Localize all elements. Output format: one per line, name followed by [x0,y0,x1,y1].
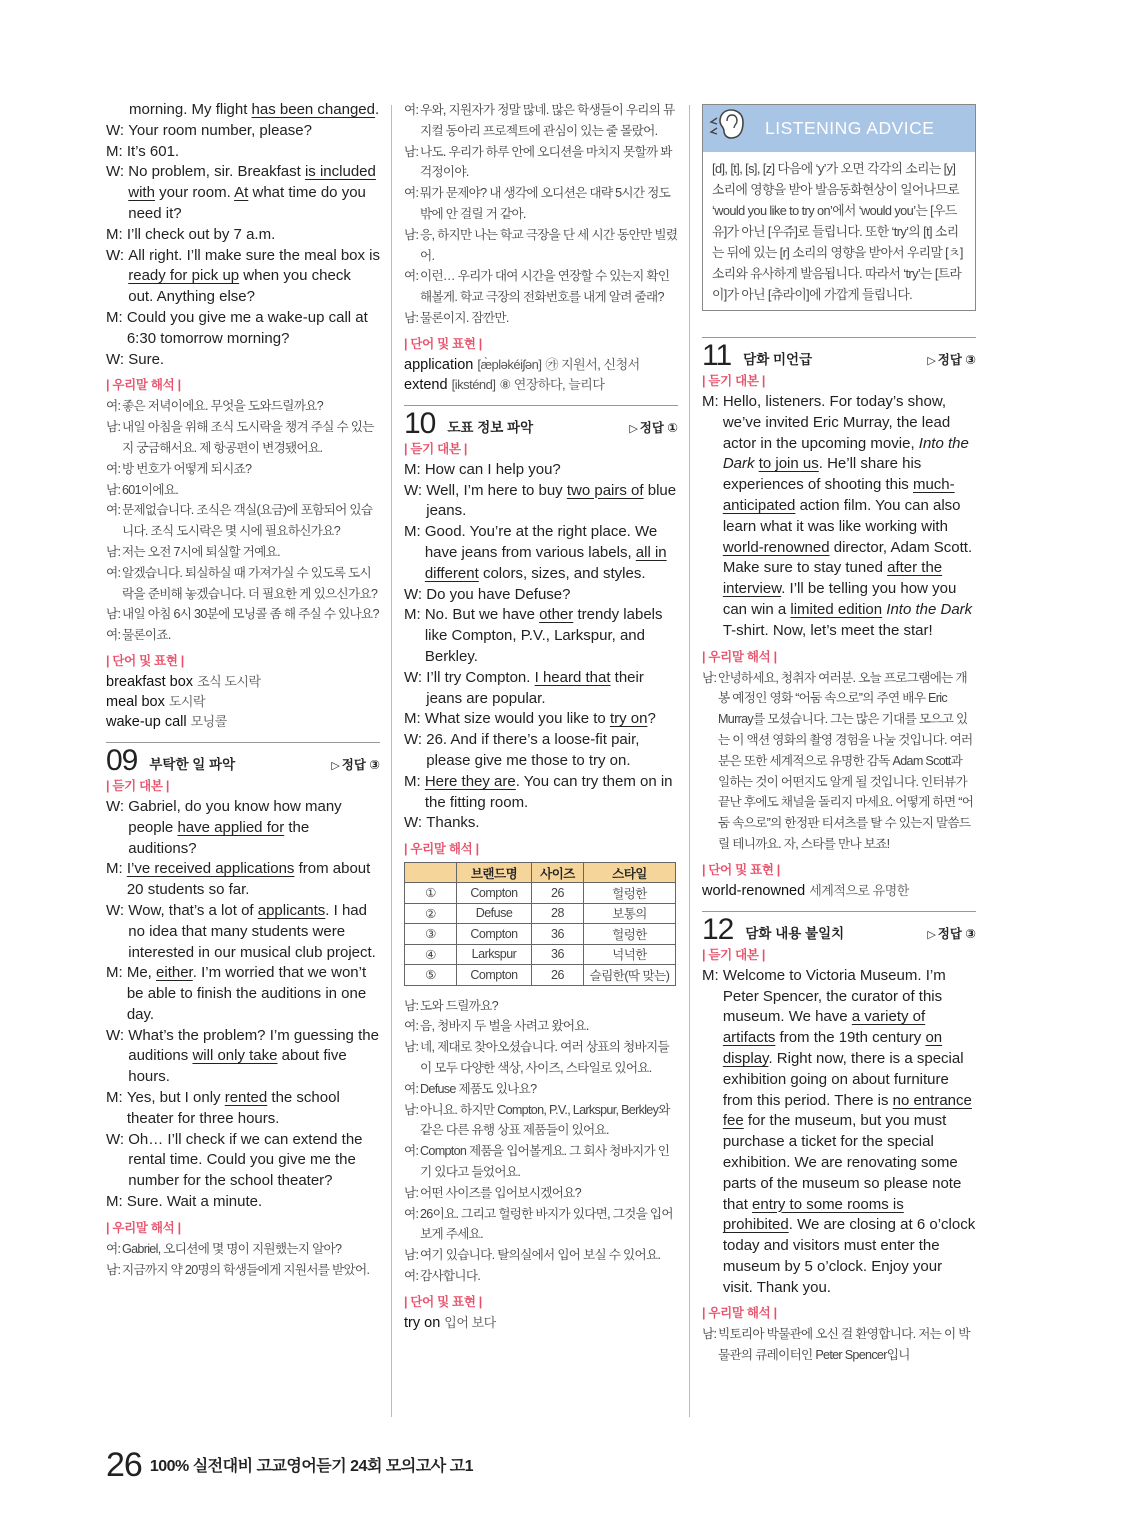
dialogue-line: W: No problem, sir. Breakfast is included with your room. At what time do you need it? [106,163,376,222]
dialogue-line: W: Sure. [106,350,165,368]
translation-line: 남: 어떤 사이즈를 입어보시겠어요? [404,1185,581,1200]
dialogue-line: W: All right. I’ll make sure the meal box is ready for pick up when you check out. Anything else? [106,246,380,306]
table-cell: 36 [532,924,584,945]
vocab-label: | 단어 및 표현 | [702,862,780,877]
dialogue-line: W: Thanks. [404,814,480,832]
q12-header [702,911,976,944]
translation-line: 여: Defuse 제품도 있나요? [404,1081,537,1096]
translation-line: 남: 내일 아침을 위해 조식 도시락을 챙겨 주실 수 있는지 궁금해서요. 제 항공편이 변경됐어요. [106,420,374,455]
table-row [405,883,676,904]
table-cell: 26 [532,965,584,986]
vocab-item: application [æ̀pləkéiʃən] ㉮ 지원서, 신청서 [404,356,640,373]
dialogue-line: M: Good. You’re at the right place. We have jeans from various labels, all in different colors, sizes, and styles. [404,523,667,582]
dialogue-line: W: Oh… I’ll check if we can extend the rental time. Could you give me the number for the school theater? [106,1130,363,1190]
dialogue-line: M: I’ve received applications from about 20 students so far. [106,860,371,899]
table-row [405,944,676,965]
table-cell: Compton [457,924,532,945]
question-number: 11 [702,339,732,372]
table-cell: Compton [457,883,532,904]
table-cell: 헐렁한 [584,924,676,945]
question-number: 12 [702,912,734,946]
translation-line: 여: Gabriel, 오디션에 몇 명이 지원했는지 알아? [106,1241,342,1256]
dialogue-line: M: It’s 601. [106,142,180,160]
q08-vocab [106,672,380,732]
dialogue-line: W: Gabriel, do you know how many people have applied for the auditions? [106,797,342,857]
translation-label: | 우리말 해석 | [702,649,777,664]
translation-label: | 우리말 해석 | [404,842,479,857]
q09-vocab [404,355,678,395]
dialogue-line: W: I’ll try Compton. I heard that their jeans are popular. [404,668,644,707]
translation-line: 여: 뭐가 문제야? 내 생각에 오디션은 대략 5시간 정도밖에 안 걸릴 거 같아. [404,186,671,221]
table-cell: ⑤ [405,965,457,986]
q10-translation [404,996,678,1287]
translation-line: 여: 좋은 저녁이에요. 무엇을 도와드릴까요? [106,399,323,414]
advice-header [703,105,975,152]
translation-line: 남: 응, 하지만 나는 학교 극장을 단 세 시간 동안만 빌렸어. [404,227,678,263]
script-label: | 듣기 대본 | [404,441,468,456]
translation-line: 여: 우와, 지원자가 정말 많네. 많은 학생들이 우리의 뮤지컬 동아리 프로젝트에 관심이 있는 줄 몰랐어. [404,103,675,138]
dialogue-line: M: Yes, but I only rented the school theater for three hours. [106,1089,340,1127]
vocab-label: | 단어 및 표현 | [404,336,482,351]
q11-script: M: Hello, listeners. For today’s show, we’ve invited Eric Murray, the lead actor in the upcoming movie, Into the Dark to join us. He’ll share his experiences of shooting this much-anticipated action film. You can also learn what it was like working with world-renowned director, Adam Scott. Make sure to stay tuned after the interview. I’ll be telling you how you can win a limited edition Into the Dark T-shirt. Now, let’s meet the star! [702,393,973,639]
table-cell: Larkspur [457,944,532,965]
triangle-icon: ▷ [629,422,638,435]
q09-header [106,742,380,775]
script-label: | 듣기 대본 | [702,947,766,962]
table-cell: 보통의 [584,903,676,924]
dialogue-line: W: 26. And if there’s a loose-fit pair, please give me those to try on. [404,731,640,769]
book-title: 100% 실전대비 고교영어듣기 24회 모의고사 고1 [149,1458,473,1475]
translation-label: | 우리말 해석 | [702,1306,777,1321]
translation-line: 남: 아니요. 하지만 Compton, P.V., Larkspur, Berkley와 같은 다른 유행 상표 제품들이 있어요. [404,1102,670,1138]
dialogue-line: M: Here they are. You can try them on in the fitting room. [404,772,673,811]
answer-badge: ▷ 정답 ③ [331,757,380,772]
vocab-item: breakfast box 조식 도시락 [106,673,261,690]
translation-line: 남: 도와 드릴까요? [404,998,498,1013]
table-row [405,903,676,924]
q08-script-continued [106,100,380,370]
table-cell: 26 [532,883,584,904]
translation-line: 남: 601이에요. [106,482,179,497]
translation-line: 남: 여기 있습니다. 탈의실에서 입어 보실 수 있어요. [404,1248,661,1263]
translation-line: 여: 감사합니다. [404,1268,481,1283]
question-title: 도표 정보 파악 [447,419,534,435]
translation-line: 여: 문제없습니다. 조식은 객실(요금)에 포함되어 있습니다. 조식 도시락은 몇 시에 필요하신가요? [106,503,373,539]
dialogue-line: W: Do you have Defuse? [404,585,571,603]
dialogue-line: M: I’ll check out by 7 a.m. [106,225,276,243]
answer-badge: ▷ 정답 ① [629,420,678,435]
dialogue-line: M: Could you give me a wake-up call at 6:30 tomorrow morning? [106,308,368,347]
q11-header [702,337,976,370]
q09-translation-start [106,1239,380,1281]
advice-title: LISTENING ADVICE [765,118,935,138]
table-header-row [405,863,676,883]
table-row [405,924,676,945]
translation-line: 여: 이런… 우리가 대여 시간을 연장할 수 있는지 확인해볼게. 학교 극장의 전화번호를 내게 알려 줄래? [404,269,670,305]
translation-line: 남: 나도. 우리가 하루 안에 오디션을 마치지 못할까 봐 걱정이야. [404,144,672,180]
q11-vocab [702,881,976,901]
vocab-label: | 단어 및 표현 | [404,1294,482,1309]
translation-line: 여: 음, 청바지 두 벌을 사려고 왔어요. [404,1019,589,1034]
table-cell: 28 [532,903,584,924]
table-header: 스타일 [584,863,676,883]
vocab-item: wake-up call 모닝콜 [106,713,227,730]
column-divider [689,105,690,1417]
q12-script: M: Welcome to Victoria Museum. I’m Peter Spencer, the curator of this museum. We have a variety of artifacts from the 19th century on display. Right now, there is a special exhibition going on about furniture from this period. There is no entrance fee for the museum, but you must purchase a ticket for the special exhibition. We are renovating some parts of the museum so please note that entry to some rooms is prohibited. We are closing at 6 o’clock today and visitors must enter the museum by 5 o’clock. Enjoy your visit. Thank you. [702,966,976,1296]
script-label: | 듣기 대본 | [106,778,170,793]
table-header: 브랜드명 [457,863,532,883]
page-number: 26 [106,1446,142,1484]
table-cell: Compton [457,965,532,986]
vocab-item: meal box 도시락 [106,693,206,710]
table-header [405,863,457,883]
column-2 [404,100,678,1333]
answer-badge: ▷ 정답 ③ [927,926,976,941]
table-header: 사이즈 [532,863,584,883]
question-title: 담화 내용 불일치 [745,925,845,941]
translation-line: 여: Compton 제품을 입어볼게요. 그 회사 청바지가 인기 있다고 들었어요. [404,1144,670,1179]
column-divider [391,105,392,1417]
q09-translation-cont [404,100,678,329]
table-cell: ③ [405,924,457,945]
translation-line: 남: 물론이지. 잠깐만. [404,310,509,325]
question-number: 10 [404,406,436,440]
q08-translation [106,396,380,646]
dialogue-line: W: Wow, that’s a lot of applicants. I had no idea that many students were interested in our musical club project. [106,901,376,961]
dialogue-line: M: No. But we have other trendy labels like Compton, P.V., Larkspur, and Berkley. [404,606,663,665]
q09-script [106,797,380,1213]
q11-translation: 남: 안녕하세요, 청취자 여러분. 오늘 프로그램에는 개봉 예정인 영화 “어둠 속으로”의 주연 배우 Eric Murray를 모셨습니다. 그는 많은 기대를 모으고 있는 이 액션 영화의 촬영 경험을 나눌 것입니다. 여러분은 또한 세계적으로 유명한 감독 Adam Scott과 일하는 것이 어떤지도 알게 될 것입니다. 인터뷰가 끝난 후에도 채널을 돌리지 마세요. 어떻게 하면 “어둠 속으로”의 한정판 티셔츠를 탈 수 있는지 말씀드릴 테니까요. 자, 스타를 만나 보죠! [702,670,974,851]
table-row [405,965,676,986]
translation-line: 남: 내일 아침 6시 30분에 모닝콜 좀 해 주실 수 있나요? [106,607,379,622]
advice-body: [d], [t], [s], [z] 다음에 ‘y’가 오면 각각의 소리는 [y] 소리에 영향을 받아 발음동화현상이 일어나므로 ‘would you like to try on’에서 ‘would you’는 [우드 유]가 아닌 [우쥬]로 들립니다. 또한 ‘try’의 [t] 소리는 뒤에 있는 [r] 소리의 영향을 받아서 우리말 [ㅊ] 소리와 유사하게 발음됩니다. 따라서 ‘try’는 [트라이]가 아닌 [츄라이]에 가깝게 들립니다. [712,161,963,302]
triangle-icon: ▷ [927,355,936,367]
ear-icon [709,108,753,149]
vocab-label: | 단어 및 표현 | [106,653,184,668]
answer-badge: ▷ 정답 ③ [927,353,976,367]
q10-script [404,460,678,834]
column-1 [106,100,380,1280]
translation-label: | 우리말 해석 | [106,1220,181,1235]
table-cell: Defuse [457,903,532,924]
q10-header [404,405,678,438]
table-cell: 슬림한(딱 맞는) [584,965,676,986]
page-footer [106,1448,473,1482]
translation-line: 남: 지금까지 약 20명의 학생들에게 지원서를 받았어. [106,1262,370,1277]
q10-vocab [404,1313,678,1333]
table-cell: ② [405,903,457,924]
triangle-icon: ▷ [331,759,340,772]
dialogue-line: W: What’s the problem? I’m guessing the auditions will only take about five hours. [106,1026,379,1086]
question-title: 담화 미언급 [743,352,813,367]
listening-advice-box [702,104,976,311]
translation-line: 여: 알겠습니다. 퇴실하실 때 가져가실 수 있도록 도시락을 준비해 놓겠습니다. 더 필요한 게 있으신가요? [106,565,378,601]
script-label: | 듣기 대본 | [702,374,766,388]
dialogue-line: W: Well, I’m here to buy two pairs of blue jeans. [404,481,677,520]
dialogue-line: M: How can I help you? [404,460,561,478]
dialogue-line: M: Me, either. I’m worried that we won’t be able to finish the auditions in one day. [106,964,367,1023]
table-cell: ④ [405,944,457,965]
table-cell: 헐렁한 [584,883,676,904]
triangle-icon: ▷ [927,928,936,941]
jeans-table [404,862,676,986]
vocab-item: try on 입어 보다 [404,1314,496,1331]
vocab-item: extend [iksténd] ⑧ 연장하다, 늘리다 [404,376,605,393]
translation-line: 남: 저는 오전 7시에 퇴실할 거예요. [106,544,280,559]
table-cell: ① [405,883,457,904]
question-title: 부탁한 일 파악 [149,756,236,772]
translation-line: 남: 네, 제대로 찾아오셨습니다. 여러 상표의 청바지들이 모두 다양한 색상, 사이즈, 스타일로 있어요. [404,1040,669,1075]
column-3 [702,100,976,1366]
table-cell: 36 [532,944,584,965]
translation-line: 여: 방 번호가 어떻게 되시죠? [106,461,252,476]
table-cell: 넉넉한 [584,944,676,965]
translation-label: | 우리말 해석 | [106,378,181,393]
translation-line: 여: 물론이죠. [106,628,171,643]
translation-line: 여: 26이요. 그리고 헐렁한 바지가 있다면, 그것을 입어보게 주세요. [404,1206,673,1242]
dialogue-line: M: What size would you like to try on? [404,710,656,728]
dialogue-line: morning. My flight has been changed. [129,101,380,118]
dialogue-line: M: Sure. Wait a minute. [106,1193,263,1211]
dialogue-line: W: Your room number, please? [106,121,312,139]
question-number: 09 [106,743,138,777]
q12-translation: 남: 빅토리아 박물관에 오신 걸 환영합니다. 저는 이 박물관의 큐레이터인 Peter Spencer입니 [702,1327,970,1363]
vocab-item: world-renowned 세계적으로 유명한 [702,882,909,899]
